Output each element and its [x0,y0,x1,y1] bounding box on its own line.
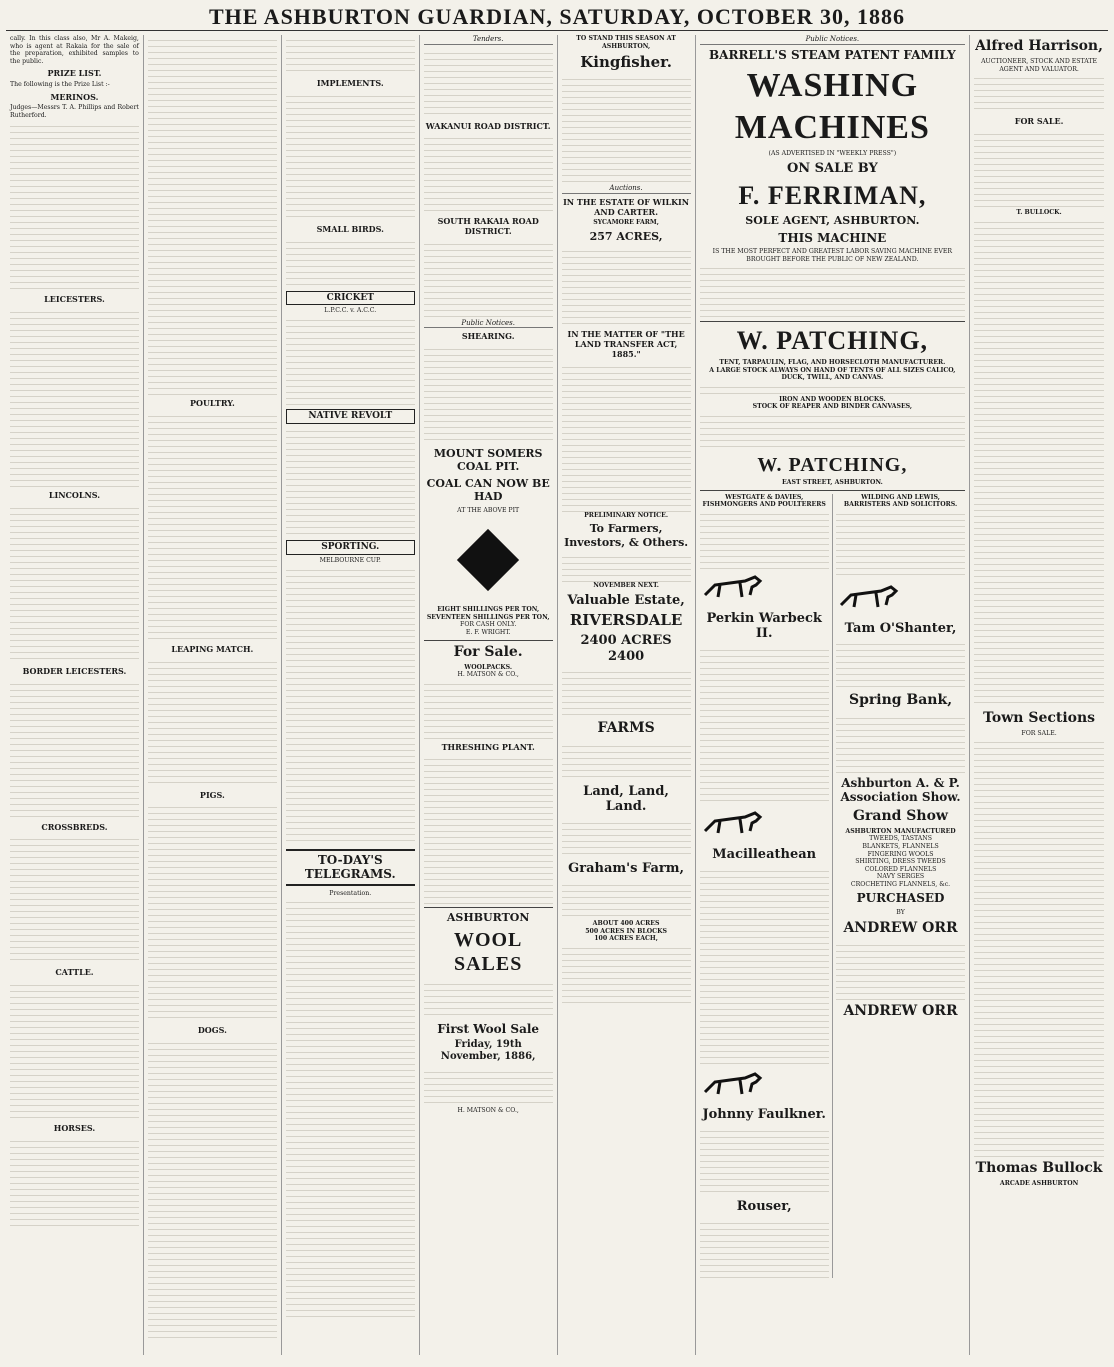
text-block [974,737,1104,1157]
divider [424,640,553,641]
about-acres: ABOUT 400 ACRES [592,920,660,928]
body-text: cally. In this class also, Mr A. Makeig, who is agent at Rakaia for the sale of the preparation, exhibited samples to the public. [10,35,139,65]
horse-icon [700,809,770,837]
text-block [836,509,965,579]
november-next: NOVEMBER NEXT. [593,582,659,590]
column-6 [696,35,971,1355]
text-block [562,552,691,582]
preliminary-notice: PRELIMINARY NOTICE. [584,511,668,519]
tenders-head: Tenders. [424,35,553,45]
section-head-crossbreds: CROSSBREDS. [41,821,108,832]
mount-somers-head: MOUNT SOMERS COAL PIT. [433,447,543,474]
text-block [424,979,553,1019]
tent-line: TENT, TARPAULIN, FLAG, AND HORSECLOTH MANUFACTURER. [719,359,946,367]
presentation-subhead: Presentation. [329,889,372,897]
riversdale-head: RIVERSDALE [569,611,683,630]
text-block [700,509,829,569]
text-block [700,411,966,451]
text-block [286,426,415,536]
telegrams-heading: TO-DAY'S TELEGRAMS. [286,849,415,886]
text-block [286,237,415,287]
for-sale-head: FOR SALE. [1014,116,1064,127]
text-block [424,679,553,739]
fishmongers: FISHMONGERS AND POULTERERS [702,501,826,509]
westgate-head: WESTGATE & DAVIES, [725,493,804,501]
text-block [424,344,553,444]
wright-name: E. F. WRIGHT. [465,628,511,636]
by-word: BY [896,908,905,916]
arcade: ARCADE ASHBURTON [999,1180,1079,1188]
text-block [700,263,966,318]
section-head-pigs: PIGS. [199,789,225,800]
perkin-warbeck: Perkin Warbeck II. [706,610,822,642]
grand-show: Grand Show [853,807,948,824]
text-block [148,411,277,641]
column-3 [282,35,420,1355]
text-block [836,940,965,1000]
blankets: BLANKETS, FLANNELS [862,842,939,850]
andrew-orr: ANDREW ORR [843,919,958,936]
columns [6,35,1108,1355]
section-head-lincolns: LINCOLNS. [48,490,101,501]
text-block [424,239,553,319]
text-block [700,866,829,1066]
threshing-head: THRESHING PLANT. [441,741,535,752]
text-block [424,133,553,213]
section-head-cattle: CATTLE. [55,967,94,978]
advertised-note: (AS ADVERTISED IN "WEEKLY PRESS") [768,150,897,158]
lower-right-ads [833,494,965,1278]
kingfisher-intro: TO STAND THIS SEASON AT ASHBURTON, [576,35,676,50]
crocheting: CROCHETING FLANNELS, &c. [850,880,951,888]
grahams-farm: Graham's Farm, [568,861,685,877]
wool-sales-head: WOOL SALES [453,928,523,976]
south-rakaia-head: SOUTH RAKAIA ROAD DISTRICT. [437,216,539,237]
text-block [10,834,139,964]
washing-machines-head: WASHING MACHINES [734,67,930,146]
best-machine: IS THE MOST PERFECT AND GREATEST LABOR SAVING MACHINE EVER BROUGHT BEFORE THE PUBLIC OF NEW ZEALAND. [712,248,953,263]
town-sections: Town Sections [983,709,1096,726]
patching-head: W. PATCHING, [736,326,929,356]
section-head-leicesters: LEICESTERS. [44,294,105,305]
text-block [836,639,965,689]
sycamore-farm: SYCAMORE FARM, [593,219,659,227]
horse-icon [836,583,906,611]
text-block [974,73,1104,113]
shirting: SHIRTING, DRESS TWEEDS [855,858,946,866]
alfred-harrison: Alfred Harrison, [975,38,1103,54]
colored: COLORED FLANNELS [864,865,937,873]
public-notices-head: Public Notices. [424,319,553,329]
section-head-prize-list: PRIZE LIST. [47,68,102,79]
valuable-estate: Valuable Estate, [567,592,685,608]
text-block [562,362,691,512]
fingering: FINGERING WOOLS [867,850,934,858]
price-seventeen: SEVENTEEN SHILLINGS PER TON, [426,613,550,621]
sale-date: Friday, 19th November, 1886, [440,1039,536,1063]
section-head-smallbirds: SMALL BIRDS. [316,223,384,234]
text-block [424,48,553,118]
matson-name-2: H. MATSON & CO., [457,1106,519,1114]
shearing-head: SHEARING. [461,331,515,342]
text-block [836,713,965,773]
patching-head-2: W. PATCHING, [757,453,908,476]
text-block [10,980,139,1120]
thomas-bullock: Thomas Bullock [975,1160,1103,1177]
wakanui-head: WAKANUI ROAD DISTRICT. [425,120,551,131]
east-street: EAST STREET, ASHBURTON. [781,479,883,487]
lower-left-ads [700,494,833,1278]
text-block [286,565,415,845]
price-eight: EIGHT SHILLINGS PER TON, [437,606,540,614]
bullock-sign: T. BULLOCK. [1016,208,1062,216]
purchased: PURCHASED [856,891,945,906]
cricket-subhead: L.P.C.C. v. A.C.C. [324,307,377,315]
horse-icon [700,573,770,601]
manufactured: ASHBURTON MANUFACTURED [845,827,956,835]
at-pit: AT THE ABOVE PIT [457,506,520,514]
coal-head: COAL CAN NOW BE HAD [426,476,550,504]
text-block [286,91,415,221]
rouser: Rouser, [736,1199,792,1215]
auctioneer: AUCTIONEER, STOCK AND ESTATE AGENT AND VALUATOR. [981,58,1098,73]
text-block [10,307,139,487]
text-block [10,1136,139,1226]
text-block [562,880,691,920]
land-head: Land, Land, Land. [583,783,669,815]
cricket-heading: CRICKET [286,291,415,306]
text-block [700,645,829,805]
on-sale-by: ON SALE BY [786,160,878,176]
horse-icon [700,1070,770,1098]
tam-oshanter: Tam O'Shanter, [844,620,957,636]
johnny-faulkner: Johnny Faulkner. [702,1107,826,1123]
section-head-poultry: POULTRY. [189,398,235,408]
auctions-head: Auctions. [562,184,691,194]
column-4 [420,35,558,1355]
tweeds: TWEEDS, TASTANS [869,835,932,843]
text-block [424,1067,553,1107]
melbourne-cup-subhead: MELBOURNE CUP. [319,556,381,564]
text-block [424,754,553,904]
cash-only: FOR CASH ONLY. [460,621,517,629]
reaper-line: STOCK OF REAPER AND BINDER CANVASES, [752,403,913,411]
andrew-orr-2: ANDREW ORR [843,1002,958,1019]
section-head-border: BORDER LEICESTERS. [22,665,127,676]
wilding-head: WILDING AND LEWIS, [861,493,940,501]
section-head-implements: IMPLEMENTS. [316,78,384,88]
diamond-logo [457,529,519,591]
text-block [148,802,277,1022]
text-block [148,1038,277,1338]
matson-name: H. MATSON & CO., [457,671,519,679]
text-block [700,1218,829,1278]
section-head-dogs: DOGS. [197,1025,227,1036]
text-block [286,35,415,75]
for-sale-head: For Sale. [453,643,523,660]
text-block [10,121,139,291]
sporting-heading: SPORTING. [286,540,415,555]
sole-agent: SOLE AGENT, ASHBURTON. [745,214,920,228]
text-block [562,741,691,781]
native-revolt-heading: NATIVE REVOLT [286,409,415,424]
acres-2400: 2400 ACRES 2400 [580,632,672,664]
divider [700,321,966,322]
ferriman-head: F. FERRIMAN, [738,180,927,210]
iron-line: IRON AND WOODEN BLOCKS. [779,395,886,403]
farmers-head: To Farmers, Investors, & Others. [564,522,689,549]
column-8 [970,35,1108,1355]
section-head-leaping: LEAPING MATCH. [171,643,254,654]
text-block [562,74,691,184]
text-block [562,667,691,717]
section-head-horses: HORSES. [53,1123,96,1134]
kingfisher-head: Kingfisher. [580,53,672,72]
masthead: THE ASHBURTON GUARDIAN, SATURDAY, OCTOBER 30, 1886 [6,4,1108,31]
text-block [700,382,966,396]
navy: NAVY SERGES [876,873,925,881]
text-block [10,679,139,819]
estate-head: IN THE ESTATE OF WILKIN AND CARTER. [563,196,690,217]
text-block [10,503,139,663]
text-block [148,657,277,787]
intro-text: The following is the Prize List :- [10,81,110,88]
section-head-merinos: MERINOS. [50,91,99,102]
apa-show: Ashburton A. & P. Association Show. [840,775,961,805]
public-notices-head-2: Public Notices. [700,35,966,45]
column-2 [144,35,282,1355]
text-block [974,129,1104,209]
divider [424,907,553,908]
blocks-acres: 500 ACRES IN BLOCKS [585,927,667,935]
this-machine: THIS MACHINE [778,230,887,245]
barristers: BARRISTERS AND SOLICITORS. [843,501,958,509]
stock-line: A LARGE STOCK ALWAYS ON HAND OF TENTS OF ALL SIZES CALICO, DUCK, TWILL, AND CANVAS. [709,366,956,382]
first-wool-sale: First Wool Sale [437,1021,540,1036]
text-block [562,818,691,858]
for-sale-2: FOR SALE. [1021,729,1057,737]
woolpacks: WOOLPACKS. [464,663,513,671]
ashburton-head: ASHBURTON [446,911,530,925]
hundred-acres: 100 ACRES EACH, [594,935,658,943]
text-block [286,315,415,405]
macilleathean: Macilleathean [712,846,817,862]
column-1 [6,35,144,1355]
text-block [700,1126,829,1196]
acres-257: 257 ACRES, [589,230,663,244]
text-block [974,217,1104,707]
lower-ads [700,494,966,1278]
text-block [148,35,277,395]
text-block [562,246,691,326]
column-5 [558,35,696,1355]
land-transfer-head: IN THE MATTER OF "THE LAND TRANSFER ACT, 1885." [567,329,685,359]
spring-bank: Spring Bank, [848,692,953,709]
text-block [286,897,415,1317]
farms-head: FARMS [597,720,655,737]
divider [700,490,966,491]
judges-text: Judges—Messrs T. A. Phillips and Robert Rutherford. [10,104,139,119]
text-block [562,943,691,1003]
barrell-head: BARRELL'S STEAM PATENT FAMILY [709,47,956,62]
